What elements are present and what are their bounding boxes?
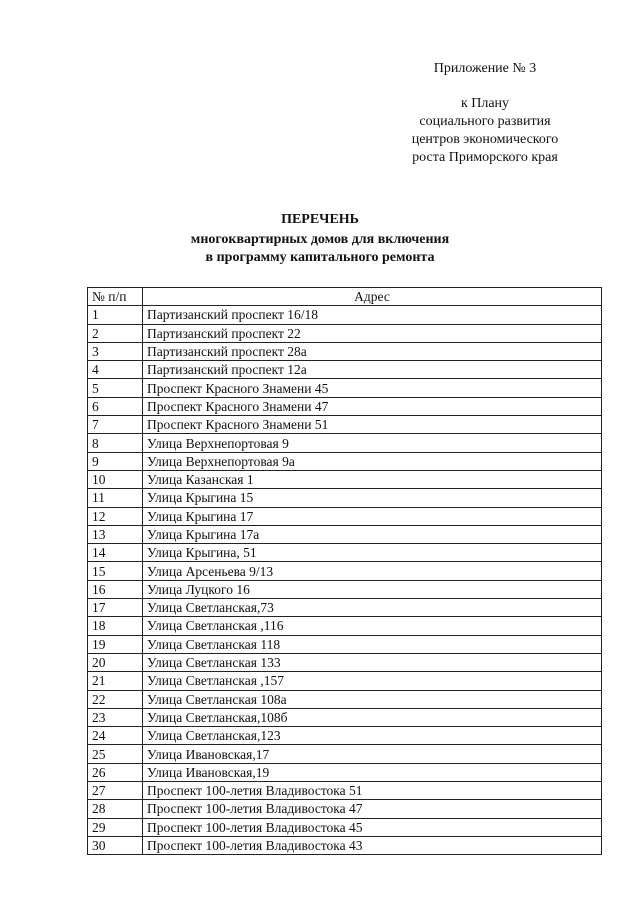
row-number: 8 <box>88 434 143 452</box>
row-number: 7 <box>88 416 143 434</box>
table-row <box>88 745 602 763</box>
row-number: 30 <box>88 836 143 854</box>
table-row <box>88 653 602 671</box>
row-address: Улица Луцкого 16 <box>143 580 602 598</box>
table-row <box>88 763 602 781</box>
row-number: 26 <box>88 763 143 781</box>
table-row <box>88 599 602 617</box>
table-row <box>88 489 602 507</box>
row-number: 24 <box>88 727 143 745</box>
row-address: Проспект Красного Знамени 51 <box>143 416 602 434</box>
row-address: Улица Светланская 133 <box>143 653 602 671</box>
title-line-3: в программу капитального ремонта <box>205 250 435 265</box>
row-number: 2 <box>88 324 143 342</box>
appendix-number: Приложение № 3 <box>433 61 537 76</box>
row-address: Проспект 100-летия Владивостока 47 <box>143 800 602 818</box>
table-row <box>88 324 602 342</box>
row-number: 28 <box>88 800 143 818</box>
row-address: Партизанский проспект 28а <box>143 342 602 360</box>
row-address: Улица Светланская,73 <box>143 599 602 617</box>
table-row <box>88 507 602 525</box>
row-address: Улица Крыгина 17 <box>143 507 602 525</box>
table-row <box>88 306 602 324</box>
table-row <box>88 690 602 708</box>
table-header-row <box>88 288 602 306</box>
table-row <box>88 544 602 562</box>
appendix-line: центров экономического <box>411 132 559 147</box>
row-address: Проспект 100-летия Владивостока 45 <box>143 818 602 836</box>
houses-table <box>87 287 602 855</box>
row-number: 22 <box>88 690 143 708</box>
row-address: Улица Арсеньева 9/13 <box>143 562 602 580</box>
row-number: 16 <box>88 580 143 598</box>
row-number: 5 <box>88 379 143 397</box>
table-row <box>88 836 602 854</box>
row-number: 11 <box>88 489 143 507</box>
row-address: Улица Светланская ,116 <box>143 617 602 635</box>
row-address: Проспект 100-летия Владивостока 43 <box>143 836 602 854</box>
table-row <box>88 727 602 745</box>
table-row <box>88 434 602 452</box>
title-line-2: многоквартирных домов для включения <box>190 232 450 247</box>
row-address: Партизанский проспект 16/18 <box>143 306 602 324</box>
table-row <box>88 818 602 836</box>
row-number: 12 <box>88 507 143 525</box>
row-address: Улица Светланская,108б <box>143 708 602 726</box>
table-row <box>88 470 602 488</box>
row-number: 15 <box>88 562 143 580</box>
row-number: 18 <box>88 617 143 635</box>
row-number: 9 <box>88 452 143 470</box>
table-row <box>88 361 602 379</box>
row-address: Партизанский проспект 22 <box>143 324 602 342</box>
table-row <box>88 342 602 360</box>
row-address: Улица Крыгина 17а <box>143 525 602 543</box>
row-number: 6 <box>88 397 143 415</box>
row-address: Партизанский проспект 12а <box>143 361 602 379</box>
header-address: Адрес <box>143 288 602 306</box>
table-row <box>88 672 602 690</box>
title-line-1: ПЕРЕЧЕНЬ <box>281 212 359 227</box>
row-number: 25 <box>88 745 143 763</box>
row-number: 29 <box>88 818 143 836</box>
table-row <box>88 708 602 726</box>
row-number: 21 <box>88 672 143 690</box>
row-address: Проспект 100-летия Владивостока 51 <box>143 782 602 800</box>
appendix-line: социального развития <box>419 114 551 129</box>
row-address: Улица Крыгина 15 <box>143 489 602 507</box>
row-address: Улица Светланская,123 <box>143 727 602 745</box>
table-row <box>88 635 602 653</box>
row-address: Улица Светланская ,157 <box>143 672 602 690</box>
table-row <box>88 379 602 397</box>
row-number: 14 <box>88 544 143 562</box>
table-row <box>88 525 602 543</box>
row-number: 3 <box>88 342 143 360</box>
row-address: Улица Светланская 118 <box>143 635 602 653</box>
row-number: 10 <box>88 470 143 488</box>
row-number: 13 <box>88 525 143 543</box>
row-number: 19 <box>88 635 143 653</box>
table-row <box>88 397 602 415</box>
row-number: 20 <box>88 653 143 671</box>
row-address: Улица Крыгина, 51 <box>143 544 602 562</box>
row-number: 1 <box>88 306 143 324</box>
appendix-line: к Плану <box>460 96 510 111</box>
appendix-line: роста Приморского края <box>412 150 558 165</box>
table-row <box>88 452 602 470</box>
row-address: Улица Светланская 108а <box>143 690 602 708</box>
row-address: Улица Ивановская,17 <box>143 745 602 763</box>
row-address: Проспект Красного Знамени 47 <box>143 397 602 415</box>
row-number: 23 <box>88 708 143 726</box>
table-row <box>88 782 602 800</box>
row-number: 4 <box>88 361 143 379</box>
document-title <box>0 211 640 267</box>
row-number: 27 <box>88 782 143 800</box>
row-number: 17 <box>88 599 143 617</box>
table-row <box>88 800 602 818</box>
row-address: Проспект Красного Знамени 45 <box>143 379 602 397</box>
row-address: Улица Казанская 1 <box>143 470 602 488</box>
table-row <box>88 416 602 434</box>
header-number: № п/п <box>88 288 143 306</box>
table-row <box>88 617 602 635</box>
row-address: Улица Верхнепортовая 9 <box>143 434 602 452</box>
table-row <box>88 580 602 598</box>
appendix-block <box>400 60 570 167</box>
row-address: Улица Верхнепортовая 9а <box>143 452 602 470</box>
row-address: Улица Ивановская,19 <box>143 763 602 781</box>
table-row <box>88 562 602 580</box>
